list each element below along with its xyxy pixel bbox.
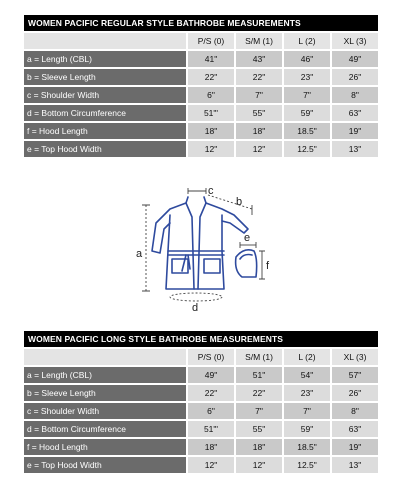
row-value: 22" xyxy=(188,385,234,401)
row-label: a = Length (CBL) xyxy=(24,51,186,67)
row-value: 57" xyxy=(332,367,378,383)
row-value: 41" xyxy=(188,51,234,67)
row-value: 18" xyxy=(188,123,234,139)
row-value: 26" xyxy=(332,69,378,85)
row-value: 18.5" xyxy=(284,439,330,455)
row-value: 22" xyxy=(236,69,282,85)
row-value: 63" xyxy=(332,105,378,121)
row-label: d = Bottom Circumference xyxy=(24,421,186,437)
row-value: 46" xyxy=(284,51,330,67)
row-label: e = Top Hood Width xyxy=(24,141,186,157)
long-measurements-table xyxy=(24,331,378,475)
row-value: 12" xyxy=(236,457,282,473)
size-header: L (2) xyxy=(284,33,330,49)
row-value: 13" xyxy=(332,141,378,157)
dimension-lines xyxy=(142,188,265,301)
label-b: b xyxy=(236,196,243,208)
row-value: 6" xyxy=(188,403,234,419)
row-value: 23" xyxy=(284,69,330,85)
row-value: 43" xyxy=(236,51,282,67)
row-value: 59" xyxy=(284,421,330,437)
row-label: a = Length (CBL) xyxy=(24,367,186,383)
row-value: 51"' xyxy=(188,421,234,437)
label-c: c xyxy=(208,185,214,197)
row-value: 12" xyxy=(236,141,282,157)
diagram-labels xyxy=(136,185,270,313)
row-value: 59" xyxy=(284,105,330,121)
row-value: 51"' xyxy=(188,105,234,121)
table-row xyxy=(24,367,378,383)
table-row xyxy=(24,439,378,455)
row-value: 23" xyxy=(284,385,330,401)
row-value: 8" xyxy=(332,87,378,103)
size-header: P/S (0) xyxy=(188,33,234,49)
table-row xyxy=(24,385,378,401)
header-blank-cell xyxy=(24,349,186,365)
row-value: 18" xyxy=(236,123,282,139)
row-value: 22" xyxy=(188,69,234,85)
table-row xyxy=(24,421,378,437)
row-value: 7" xyxy=(236,403,282,419)
label-a: a xyxy=(136,248,143,260)
table-row xyxy=(24,403,378,419)
regular-table-title: WOMEN PACIFIC REGULAR STYLE BATHROBE MEASUREMENTS xyxy=(24,15,378,31)
row-value: 19" xyxy=(332,123,378,139)
row-value: 49" xyxy=(188,367,234,383)
table-row xyxy=(24,69,378,85)
row-value: 12.5" xyxy=(284,141,330,157)
table-row xyxy=(24,51,378,67)
size-header: L (2) xyxy=(284,349,330,365)
row-value: 49" xyxy=(332,51,378,67)
label-e: e xyxy=(244,232,251,244)
row-value: 22" xyxy=(236,385,282,401)
robe-outline xyxy=(152,197,257,289)
robe-diagram-svg xyxy=(126,185,276,313)
row-label: e = Top Hood Width xyxy=(24,457,186,473)
row-label: d = Bottom Circumference xyxy=(24,105,186,121)
header-blank-cell xyxy=(24,33,186,49)
row-label: c = Shoulder Width xyxy=(24,403,186,419)
row-value: 18" xyxy=(236,439,282,455)
row-value: 54" xyxy=(284,367,330,383)
row-value: 12" xyxy=(188,141,234,157)
row-value: 18" xyxy=(188,439,234,455)
regular-header-row xyxy=(24,33,378,49)
regular-measurements-table xyxy=(24,15,378,159)
table-row xyxy=(24,457,378,473)
table-row xyxy=(24,141,378,157)
size-header: S/M (1) xyxy=(236,33,282,49)
row-label: b = Sleeve Length xyxy=(24,385,186,401)
row-label: f = Hood Length xyxy=(24,439,186,455)
row-value: 63" xyxy=(332,421,378,437)
row-value: 12" xyxy=(188,457,234,473)
row-value: 51" xyxy=(236,367,282,383)
row-value: 19" xyxy=(332,439,378,455)
row-value: 7" xyxy=(284,403,330,419)
size-header: XL (3) xyxy=(332,349,378,365)
row-value: 55" xyxy=(236,105,282,121)
row-value: 13" xyxy=(332,457,378,473)
label-d: d xyxy=(192,302,199,313)
row-value: 7" xyxy=(284,87,330,103)
row-value: 55" xyxy=(236,421,282,437)
table-row xyxy=(24,87,378,103)
row-label: c = Shoulder Width xyxy=(24,87,186,103)
row-value: 26" xyxy=(332,385,378,401)
long-table-title: WOMEN PACIFIC LONG STYLE BATHROBE MEASUREMENTS xyxy=(24,331,378,347)
table-row xyxy=(24,105,378,121)
row-label: f = Hood Length xyxy=(24,123,186,139)
row-value: 6" xyxy=(188,87,234,103)
row-value: 7" xyxy=(236,87,282,103)
size-header: S/M (1) xyxy=(236,349,282,365)
row-value: 8" xyxy=(332,403,378,419)
label-f: f xyxy=(266,260,270,272)
long-header-row xyxy=(24,349,378,365)
row-value: 12.5" xyxy=(284,457,330,473)
size-header: P/S (0) xyxy=(188,349,234,365)
table-row xyxy=(24,123,378,139)
size-header: XL (3) xyxy=(332,33,378,49)
row-label: b = Sleeve Length xyxy=(24,69,186,85)
row-value: 18.5" xyxy=(284,123,330,139)
robe-measurement-diagram xyxy=(126,185,276,313)
